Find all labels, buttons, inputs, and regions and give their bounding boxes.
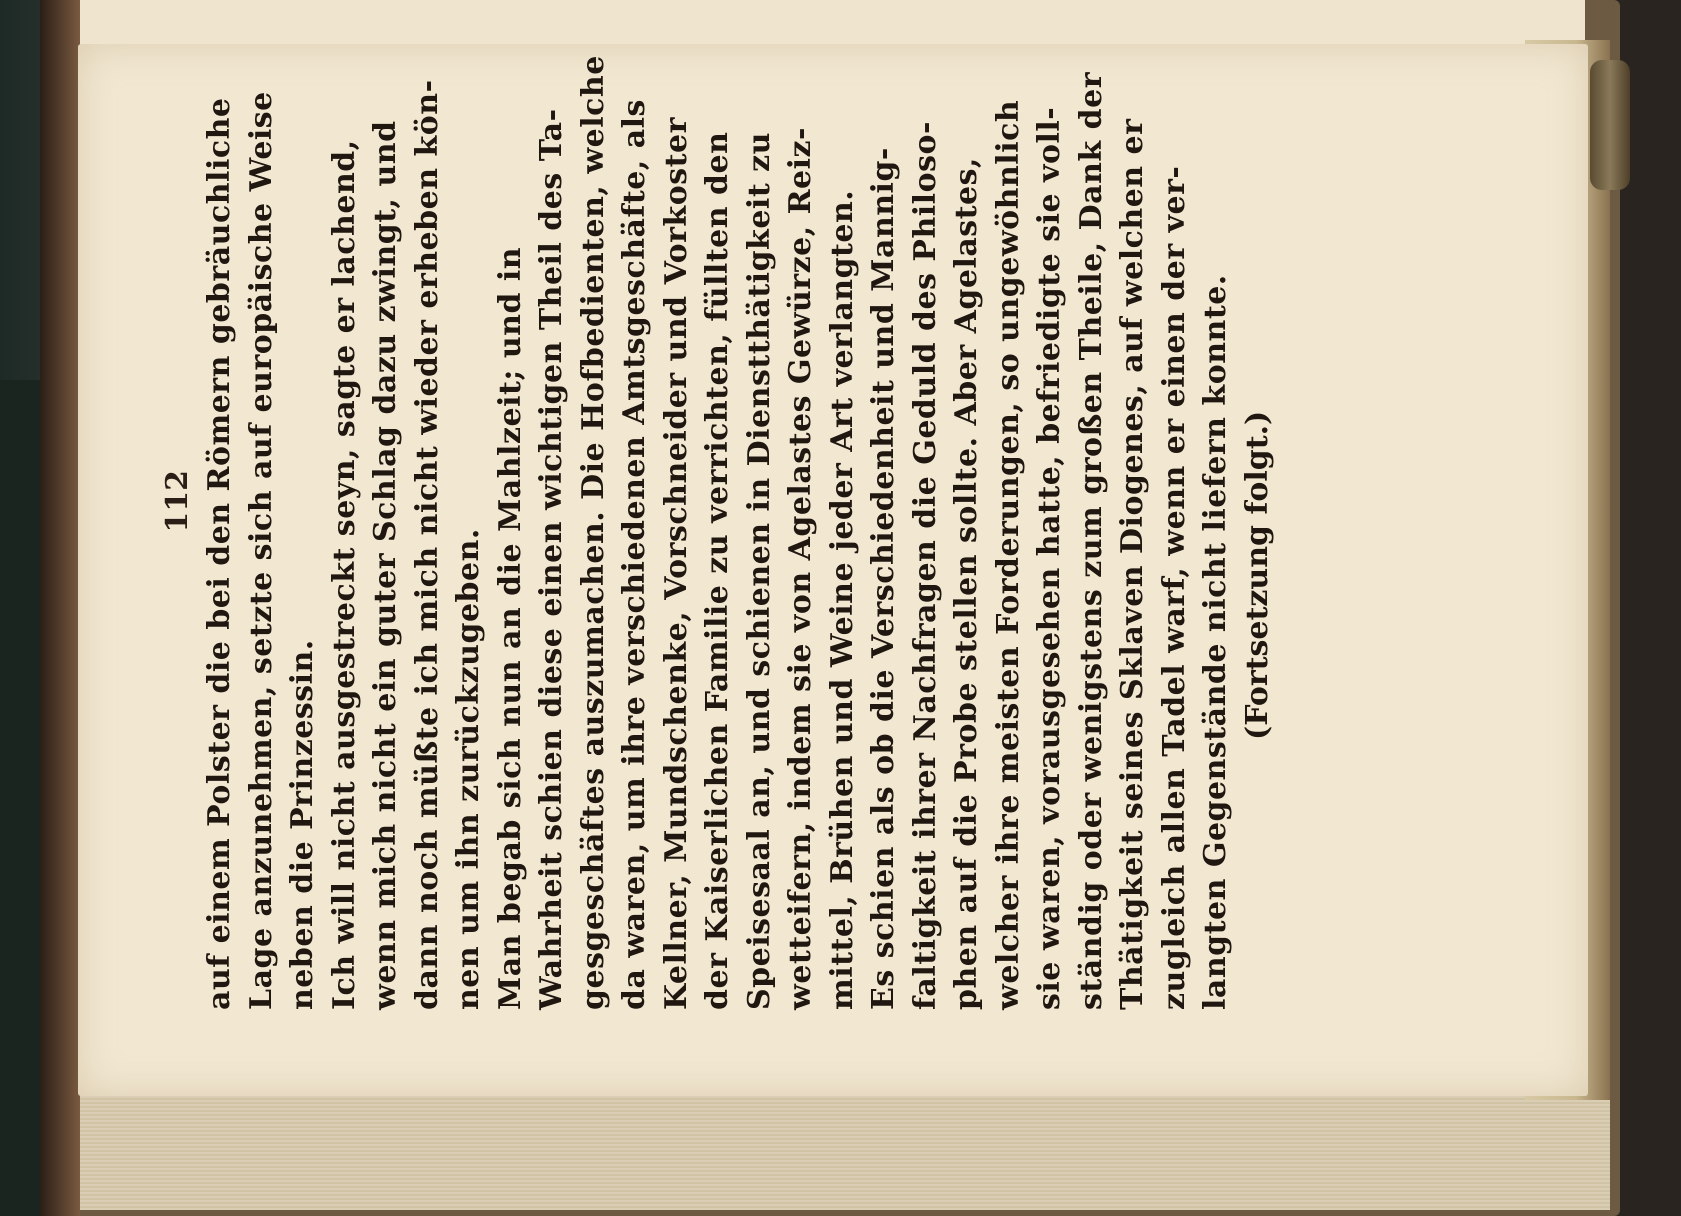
book-spine xyxy=(40,0,80,1216)
text-line: ständig oder wenigstens zum großen Theile, Dank der xyxy=(1073,71,1109,1010)
page-number: 112 xyxy=(160,470,195,533)
page-text xyxy=(200,55,1260,1010)
text-line: langten Gegenstände nicht liefern konnte. xyxy=(1198,274,1233,1010)
text-line: auf einem Polster die bei den Römern gebräuchliche xyxy=(202,97,237,1010)
text-line: faltigkeit ihrer Nachfragen die Geduld des Philoso- xyxy=(907,121,943,1010)
text-line: Lage anzunehmen, setzte sich auf europäische Weise xyxy=(243,91,279,1010)
continuation-note: (Fortsetzung folgt.) xyxy=(1240,410,1275,740)
text-line: Kellner, Mundschenke, Vorschneider und Vorkoster xyxy=(658,117,694,1010)
text-line: welcher ihre meisten Forderungen, so ungewöhnlich xyxy=(990,99,1026,1010)
text-line: mittel, Brühen und Weine jeder Art verlangten. xyxy=(824,189,860,1010)
text-line: dann noch müßte ich mich nicht wieder erheben kön- xyxy=(409,79,445,1010)
text-line: Thätigkeit seines Sklaven Diogenes, auf welchen er xyxy=(1115,118,1150,1010)
page-block-edge xyxy=(80,1090,1610,1210)
text-line: neben die Prinzessin. xyxy=(285,639,320,1010)
text-line: zugleich allen Tadel warf, wenn er einen der ver- xyxy=(1156,165,1192,1010)
text-line: wenn mich nicht ein guter Schlag dazu zwingt, und xyxy=(368,120,403,1010)
text-line: sie waren, vorausgesehen hatte, befriedigte sie voll- xyxy=(1032,106,1067,1010)
text-line: nen um ihn zurückzugeben. xyxy=(451,528,486,1010)
text-line: da waren, um ihre verschiedenen Amtsgeschäfte, als xyxy=(617,99,652,1010)
text-line: Ich will nicht ausgestreckt seyn, sagte er lachend, xyxy=(326,139,362,1010)
bleed-through-text xyxy=(1388,114,1568,1074)
text-line: gesgeschäftes auszumachen. Die Hofbedienten, welche xyxy=(575,55,611,1010)
book-cover xyxy=(0,380,40,1216)
text-line: Speisesaal an, und schienen in Dienstthätigkeit zu xyxy=(741,132,777,1010)
text-line: phen auf die Probe stellen sollte. Aber Agelastes, xyxy=(949,157,984,1010)
text-line: Man begab sich nun an die Mahlzeit; und in xyxy=(492,246,528,1010)
bookmark-ribbon xyxy=(1590,60,1630,190)
text-line: Es schien als ob die Verschiedenheit und Mannig- xyxy=(866,147,901,1010)
text-line: der Kaiserlichen Familie zu verrichten, füllten den xyxy=(700,131,735,1010)
text-line: wetteifern, indem sie von Agelastes Gewürze, Reiz- xyxy=(783,127,818,1010)
facing-page-edge xyxy=(80,0,1585,50)
text-line: Wahrheit schien diese einen wichtigen Theil des Ta- xyxy=(534,108,569,1010)
